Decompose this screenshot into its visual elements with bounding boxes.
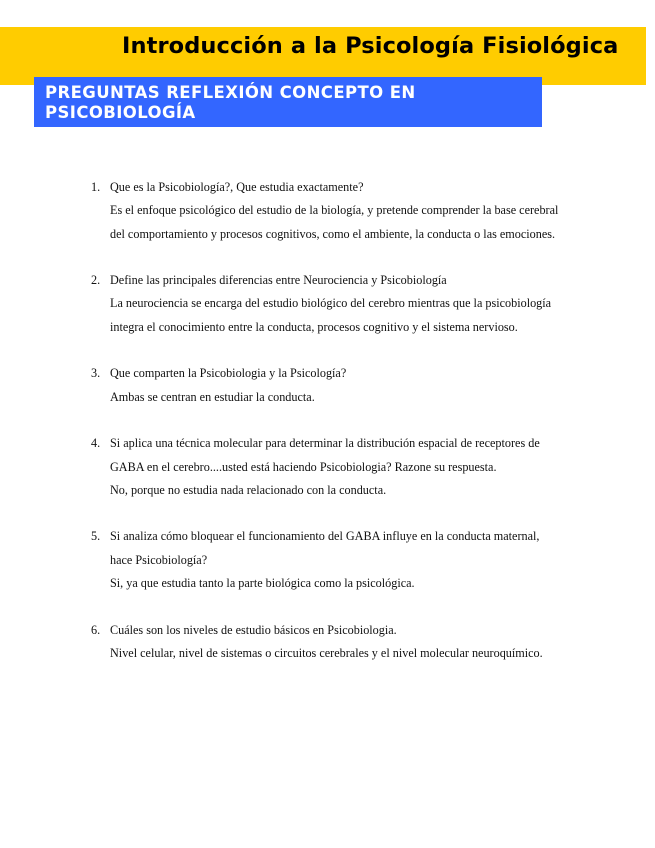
section-heading-box xyxy=(34,77,542,127)
question-text: Cuáles son los niveles de estudio básicos en Psicobiologia. xyxy=(110,622,397,637)
question-item-2 xyxy=(0,269,563,339)
question-number: 2. xyxy=(91,273,101,288)
answer-text: Ambas se centran en estudiar la conducta. xyxy=(110,389,315,404)
question-number: 5. xyxy=(91,529,101,544)
section-title: PREGUNTAS REFLEXIÓN CONCEPTO EN PSICOBIOLOGÍA xyxy=(45,83,416,122)
answer-text: Nivel celular, nivel de sistemas o circuitos cerebrales y el nivel molecular neuroquímico. xyxy=(110,645,543,660)
question-text: Si aplica una técnica molecular para determinar la distribución espacial de receptores de GABA en el cerebro....usted está haciendo Psicobiologia? Razone su respuesta. xyxy=(110,436,540,474)
question-item-1 xyxy=(0,176,563,246)
question-text: Si analiza cómo bloquear el funcionamiento del GABA influye en la conducta maternal, hace Psicobiología? xyxy=(110,529,540,567)
question-number: 1. xyxy=(91,180,101,194)
question-number: 6. xyxy=(91,622,101,637)
answer-text: Si, ya que estudia tanto la parte biológica como la psicológica. xyxy=(110,576,415,591)
document-title: Introducción a la Psicología Fisiológica xyxy=(122,33,619,59)
question-item-4 xyxy=(0,432,563,502)
question-number: 4. xyxy=(91,436,101,451)
question-text: Que es la Psicobiología?, Que estudia exactamente? xyxy=(110,180,364,194)
question-item-6 xyxy=(0,619,563,666)
question-number: 3. xyxy=(91,366,101,381)
answer-text: Es el enfoque psicológico del estudio de la biología, y pretende comprender la base cerebral del comportamiento y procesos cognitivos, como el ambiente, la conducta o las emociones. xyxy=(110,203,559,241)
question-item-5 xyxy=(0,525,563,595)
answer-text: La neurociencia se encarga del estudio biológico del cerebro mientras que la psicobiología integra el conocimiento entre la conducta, procesos cognitivo y el sistema nervioso. xyxy=(110,296,552,334)
question-text: Que comparten la Psicobiologia y la Psicología? xyxy=(110,366,347,381)
question-text: Define las principales diferencias entre Neurociencia y Psicobiología xyxy=(110,273,447,288)
answer-text: No, porque no estudia nada relacionado con la conducta. xyxy=(110,482,387,497)
question-item-3 xyxy=(0,362,563,409)
question-list xyxy=(0,176,655,689)
